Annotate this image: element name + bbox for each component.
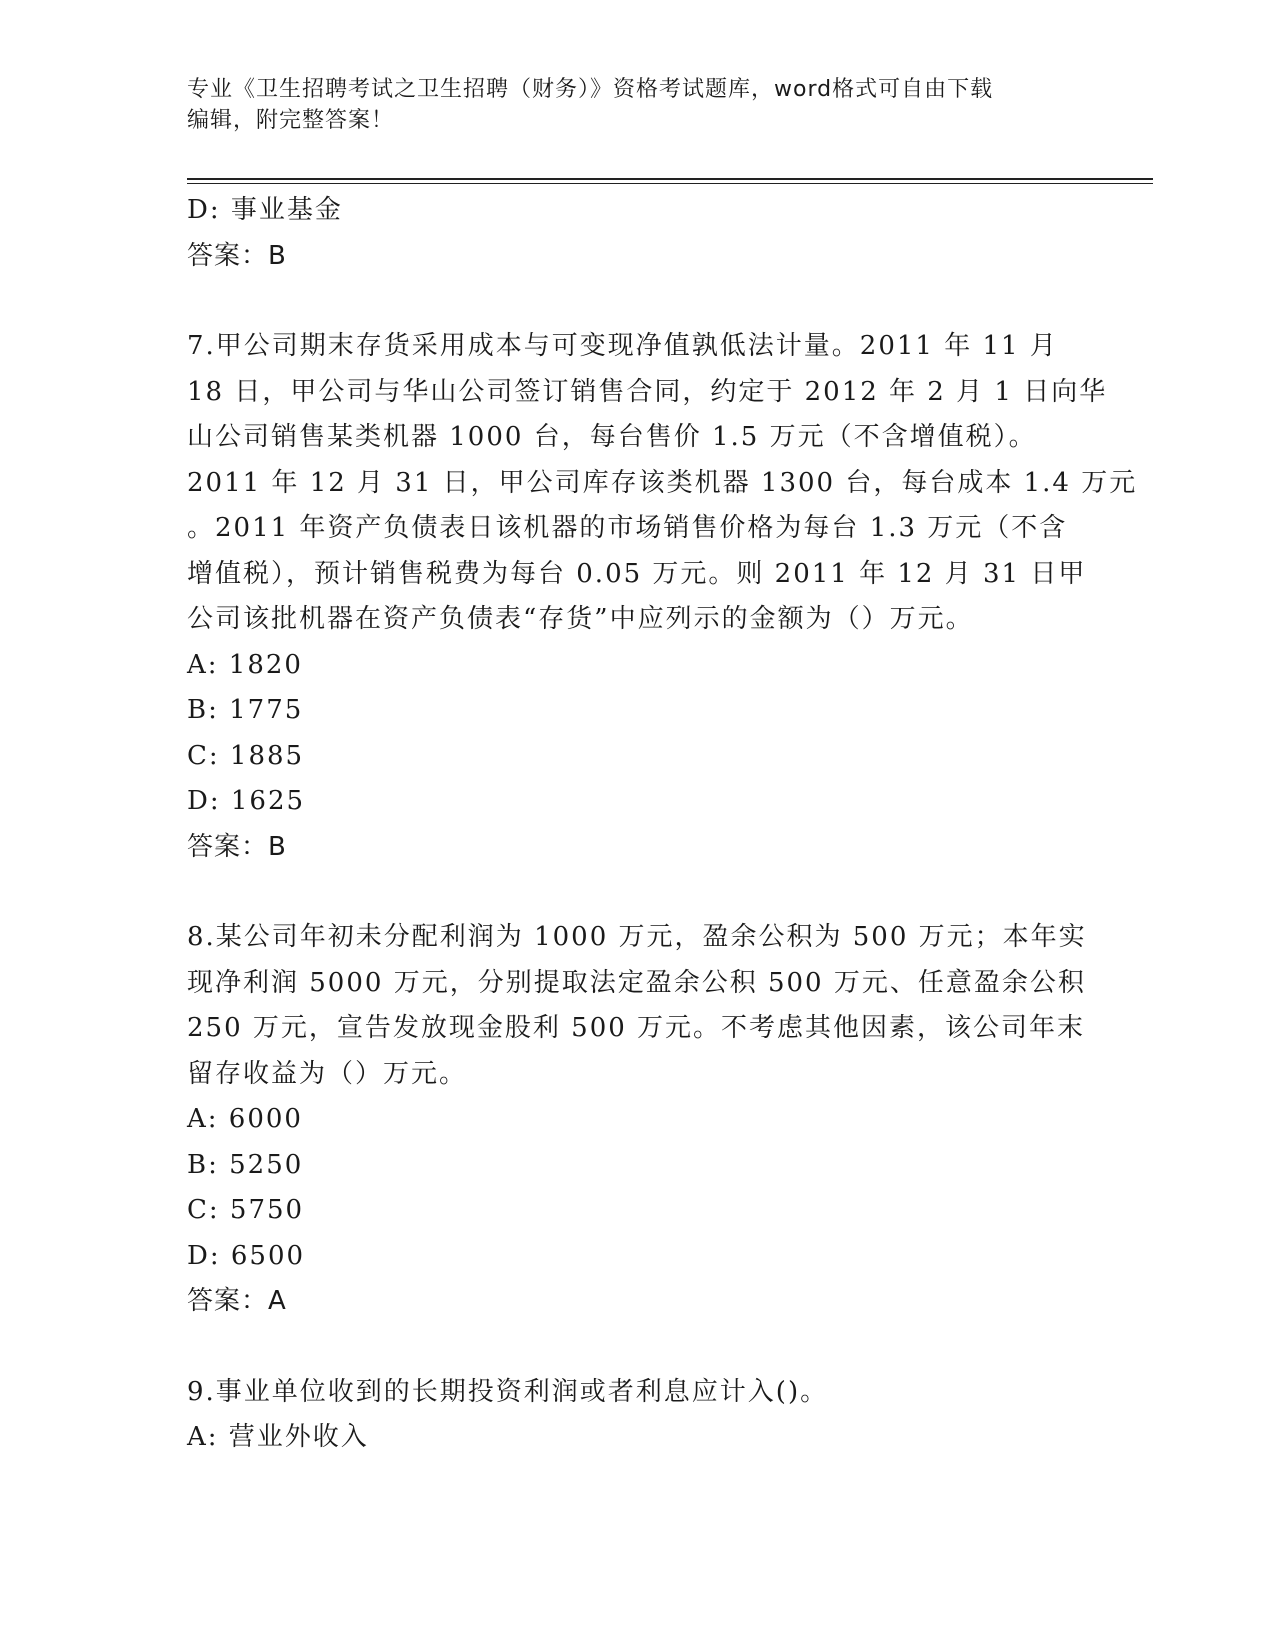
text-line: 现净利润 5000 万元，分别提取法定盈余公积 500 万元、任意盈余公积	[187, 967, 1086, 998]
answer-line: 答案：A	[187, 1286, 287, 1316]
text-line: C: 5750	[187, 1195, 305, 1225]
answer-line: 答案：B	[187, 831, 287, 862]
document-body	[187, 188, 1138, 1461]
text-line: A: 6000	[187, 1104, 303, 1134]
text-line: B: 5250	[187, 1149, 304, 1180]
text-line: A: 1820	[187, 649, 303, 680]
header-line: 专业《卫生招聘考试之卫生招聘（财务）》资格考试题库，word格式可自由下载	[187, 77, 994, 102]
question-block	[187, 1370, 1087, 1461]
text-line: 7.甲公司期末存货采用成本与可变现净值孰低法计量。2011 年 11 月	[187, 331, 1058, 361]
document-header	[187, 74, 1067, 136]
text-line: 。2011 年资产负债表日该机器的市场销售价格为每台 1.3 万元（不含	[187, 513, 1068, 543]
text-line: 18 日，甲公司与华山公司签订销售合同，约定于 2012 年 2 月 1 日向华	[187, 376, 1108, 407]
text-line: D: 6500	[187, 1240, 306, 1271]
block-spacer	[187, 870, 1087, 915]
text-line: 增值税），预计销售税费为每台 0.05 万元。则 2011 年 12 月 31 日甲	[187, 558, 1087, 589]
block-spacer	[187, 279, 1087, 324]
block-spacer	[187, 1325, 1087, 1370]
text-line: 留存收益为（）万元。	[187, 1058, 468, 1089]
header-line: 编辑，附完整答案！	[187, 108, 395, 133]
text-line: C: 1885	[187, 740, 305, 771]
text-line: 山公司销售某类机器 1000 台，每台售价 1.5 万元（不含增值税）。	[187, 422, 1037, 452]
text-line: D: 1625	[187, 786, 306, 816]
question-block	[187, 188, 1087, 279]
text-line: D: 事业基金	[187, 195, 343, 225]
text-line: 9.事业单位收到的长期投资利润或者利息应计入()。	[187, 1376, 829, 1407]
header-divider-thin	[187, 183, 1153, 184]
question-block	[187, 915, 1087, 1325]
text-line: A: 营业外收入	[187, 1422, 369, 1452]
question-block	[187, 324, 1138, 870]
text-line: 8.某公司年初未分配利润为 1000 万元，盈余公积为 500 万元；本年实	[187, 922, 1087, 952]
text-line: 250 万元，宣告发放现金股利 500 万元。不考虑其他因素，该公司年末	[187, 1013, 1086, 1043]
text-line: 2011 年 12 月 31 日，甲公司库存该类机器 1300 台，每台成本 1.4 万元	[187, 467, 1138, 498]
header-divider	[187, 178, 1153, 180]
answer-line: 答案：B	[187, 240, 287, 271]
text-line: 公司该批机器在资产负债表“存货”中应列示的金额为（）万元。	[187, 604, 974, 634]
text-line: B: 1775	[187, 695, 304, 725]
